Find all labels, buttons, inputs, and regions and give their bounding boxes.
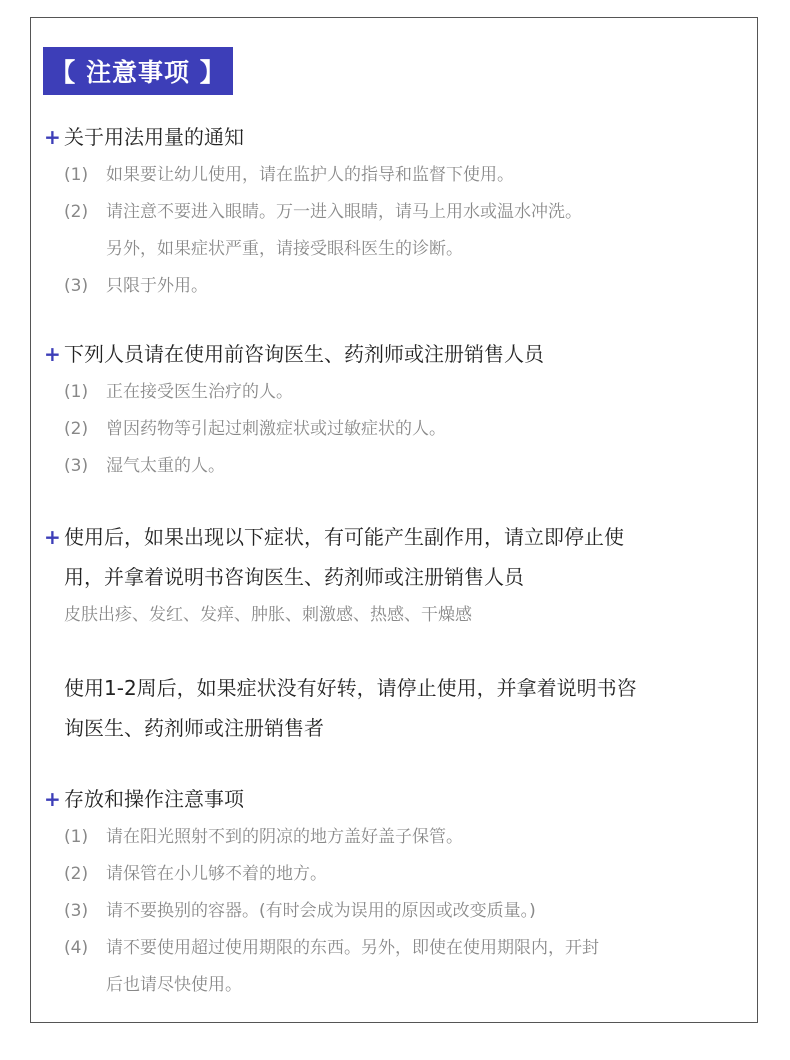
item-number: (1) (64, 827, 89, 847)
item-number: (4) (64, 938, 89, 958)
section-heading (44, 779, 734, 819)
section-heading (44, 334, 734, 374)
section-heading (44, 517, 734, 557)
item-text: 只限于外用。 (106, 276, 208, 296)
item-number: (3) (64, 456, 89, 476)
list-item (44, 374, 734, 411)
plus-icon: + (44, 125, 61, 149)
item-text: 请保管在小儿够不着的地方。 (106, 864, 327, 884)
item-number: (2) (64, 202, 89, 222)
item-number: (3) (64, 276, 89, 296)
plus-icon: + (44, 525, 61, 549)
item-text: 请在阳光照射不到的阴凉的地方盖好盖子保管。 (106, 827, 463, 847)
section-usage (44, 117, 734, 305)
note-line: 使用1-2周后，如果症状没有好转，请停止使用，并拿着说明书咨 (64, 676, 637, 700)
no-improvement-note (44, 668, 734, 748)
item-continuation: 另外，如果症状严重，请接受眼科医生的诊断。 (106, 239, 463, 259)
section-heading-text: 关于用法用量的通知 (64, 125, 244, 149)
section-heading-text: 使用后，如果出现以下症状，有可能产生副作用，请立即停止使 (64, 525, 624, 549)
section-heading (44, 117, 734, 157)
list-item (44, 411, 734, 448)
plus-icon: + (44, 342, 61, 366)
item-number: (1) (64, 382, 89, 402)
list-item (44, 930, 734, 967)
list-item (44, 893, 734, 930)
item-number: (1) (64, 165, 89, 185)
list-item (44, 157, 734, 194)
item-text: 请不要换别的容器。(有时会成为误用的原因或改变质量。) (106, 901, 536, 921)
list-item (44, 448, 734, 485)
list-item (44, 268, 734, 305)
item-continuation: 后也请尽快使用。 (106, 975, 242, 995)
item-text: 请不要使用超过使用期限的东西。另外，即使在使用期限内，开封 (106, 938, 599, 958)
page-title: 【 注意事项 】 (43, 47, 233, 95)
item-text: 曾因药物等引起过刺激症状或过敏症状的人。 (106, 419, 446, 439)
item-text: 正在接受医生治疗的人。 (106, 382, 293, 402)
list-item (44, 194, 734, 231)
section-storage (44, 779, 734, 1004)
item-number: (2) (64, 864, 89, 884)
section-side-effects (44, 517, 734, 634)
section-heading-text: 下列人员请在使用前咨询医生、药剂师或注册销售人员 (64, 342, 544, 366)
section-heading-continuation: 用，并拿着说明书咨询医生、药剂师或注册销售人员 (64, 565, 524, 589)
note-line: 询医生、药剂师或注册销售者 (64, 716, 324, 740)
item-text: 请注意不要进入眼睛。万一进入眼睛，请马上用水或温水冲洗。 (106, 202, 582, 222)
item-text: 湿气太重的人。 (106, 456, 225, 476)
item-number: (2) (64, 419, 89, 439)
item-number: (3) (64, 901, 89, 921)
list-item (44, 819, 734, 856)
symptom-list: 皮肤出疹、发红、发痒、肿胀、刺激感、热感、干燥感 (64, 605, 472, 625)
item-text: 如果要让幼儿使用，请在监护人的指导和监督下使用。 (106, 165, 514, 185)
section-consult (44, 334, 734, 485)
section-heading-text: 存放和操作注意事项 (64, 787, 244, 811)
list-item (44, 856, 734, 893)
plus-icon: + (44, 787, 61, 811)
